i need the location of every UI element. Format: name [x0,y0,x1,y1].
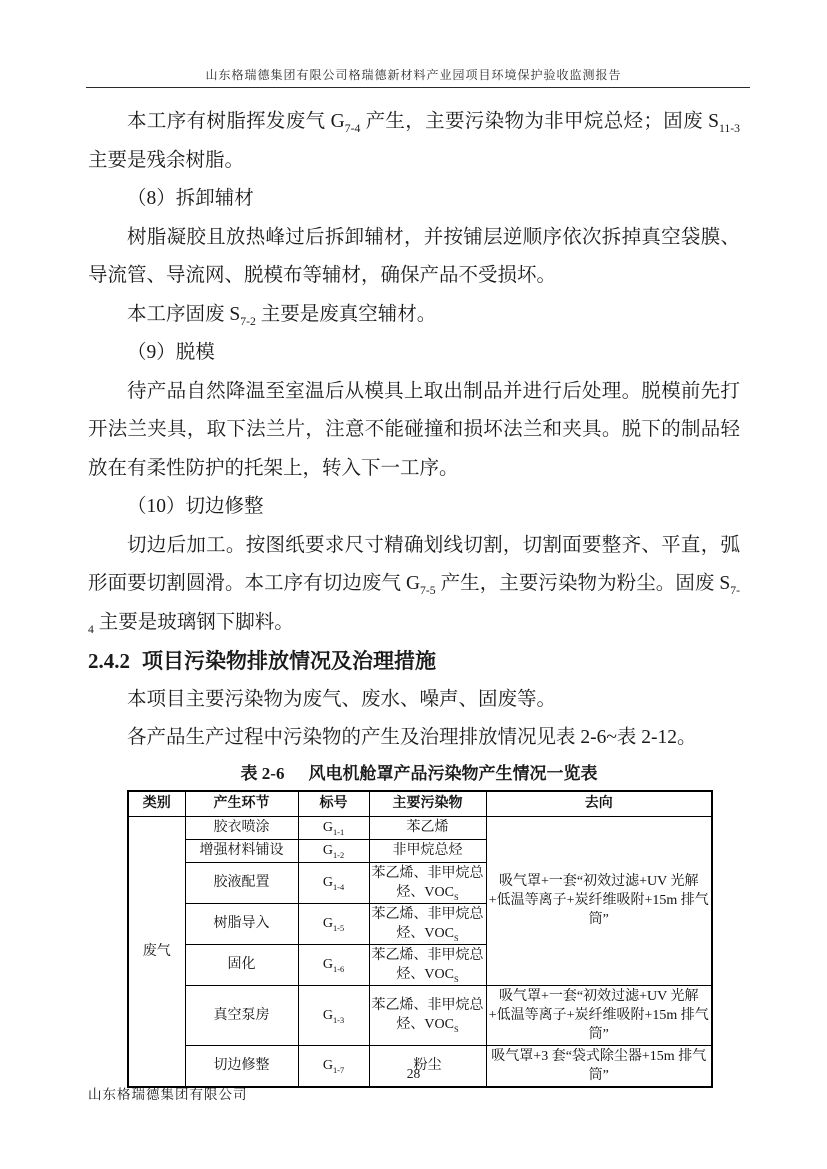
col-header-stage: 产生环节 [185,791,298,817]
code-cell: $G_{1-6}$ [298,944,369,985]
stage-cell: 胶液配置 [185,862,298,903]
stage-cell: 切边修整 [185,1045,298,1087]
table-caption [127,761,711,787]
paragraph: 本项目主要污染物为废气、废水、噪声、固废等。 [127,688,557,710]
section-heading-title: 项目污染物排放情况及治理措施 [142,649,436,673]
pollutants-cell: 苯乙烯、非甲烷总烃、$VOC_S$ [369,944,486,985]
header-rule [86,87,750,88]
fate-cell: 吸气罩+一套“初效过滤+UV 光解+低温等离子+炭纤维吸附+15m 排气筒” [486,985,712,1045]
fate-cell-merged: 吸气罩+一套“初效过滤+UV 光解+低温等离子+炭纤维吸附+15m 排气筒” [486,816,712,985]
table-header-row [128,791,712,817]
pollutants-cell: 粉尘 [369,1045,486,1087]
paragraph: （9）脱模 [127,342,215,363]
fate-cell: 吸气罩+3 套“袋式除尘器+15m 排气筒” [486,1045,712,1087]
stage-cell: 固化 [185,944,298,985]
pollutants-cell: 苯乙烯、非甲烷总烃、$VOC_S$ [369,985,486,1045]
code-cell: $G_{1-2}$ [298,839,369,862]
pollutants-cell: 非甲烷总烃 [369,839,486,862]
paragraph: 树脂凝胶且放热峰过后拆卸辅材，并按铺层逆顺序依次拆掉真空袋膜、导流管、导流网、脱模布等辅材，确保产品不受损坏。 [88,226,740,286]
pollutants-cell: 苯乙烯、非甲烷总烃、$VOC_S$ [369,862,486,903]
table-row [128,816,712,839]
table-caption-label: 表 2-6 [240,763,285,783]
code-cell: $G_{1-5}$ [298,903,369,944]
paragraph: 本工序固废 $S_{7-2}$ 主要是废真空辅材。 [127,303,437,328]
category-cell: 废气 [128,816,185,1087]
code-cell: $G_{1-3}$ [298,985,369,1045]
paragraph: （10）切边修整 [127,496,264,517]
pollutants-cell: 苯乙烯 [369,816,486,839]
stage-cell: 树脂导入 [185,903,298,944]
col-header-fate: 去向 [486,791,712,817]
paragraph: 待产品自然降温至室温后从模具上取出制品并进行后处理。脱模前先打开法兰夹具，取下法兰片，注意不能碰撞和损坏法兰和夹具。脱下的制品轻放在有柔性防护的托架上，转入下一工序。 [88,380,740,479]
stage-cell: 真空泵房 [185,985,298,1045]
pollutants-cell: 苯乙烯、非甲烷总烃、$VOC_S$ [369,903,486,944]
paragraph: 切边后加工。按图纸要求尺寸精确划线切割，切割面要整齐、平直，弧形面要切割圆滑。本工序有切边废气 $G_{7-5}$ 产生，主要污染物为粉尘。固废 $S_{7-4}$ 主要是玻璃钢下脚料。 [88,534,740,636]
table-row [128,985,712,1045]
table-caption-title: 风电机舱罩产品污染物产生情况一览表 [308,763,598,783]
code-cell: $G_{1-7}$ [298,1045,369,1087]
paragraph: （8）拆卸辅材 [127,188,254,209]
section-heading [88,642,740,681]
section-heading-number: 2.4.2 [88,649,130,673]
paragraph: 各产品生产过程中污染物的产生及治理排放情况见表 2-6~表 2-12。 [127,727,697,748]
document-content [88,103,740,1088]
paragraph: 本工序有树脂挥发废气 $G_{7-4}$ 产生，主要污染物为非甲烷总烃；固废 $S_{11-3}$ 主要是残余树脂。 [88,111,740,171]
stage-cell: 增强材料铺设 [185,839,298,862]
col-header-pollutants: 主要污染物 [369,791,486,817]
page-header-title: 山东格瑞德集团有限公司格瑞德新材料产业园项目环境保护验收监测报告 [205,68,622,82]
stage-cell: 胶衣喷涂 [185,816,298,839]
code-cell: $G_{1-1}$ [298,816,369,839]
page-number: 28 [406,1066,421,1081]
code-cell: $G_{1-4}$ [298,862,369,903]
pollutant-table [127,790,713,1088]
footer-company: 山东格瑞德集团有限公司 [88,1087,248,1102]
col-header-code: 标号 [298,791,369,817]
col-header-category: 类别 [128,791,185,817]
